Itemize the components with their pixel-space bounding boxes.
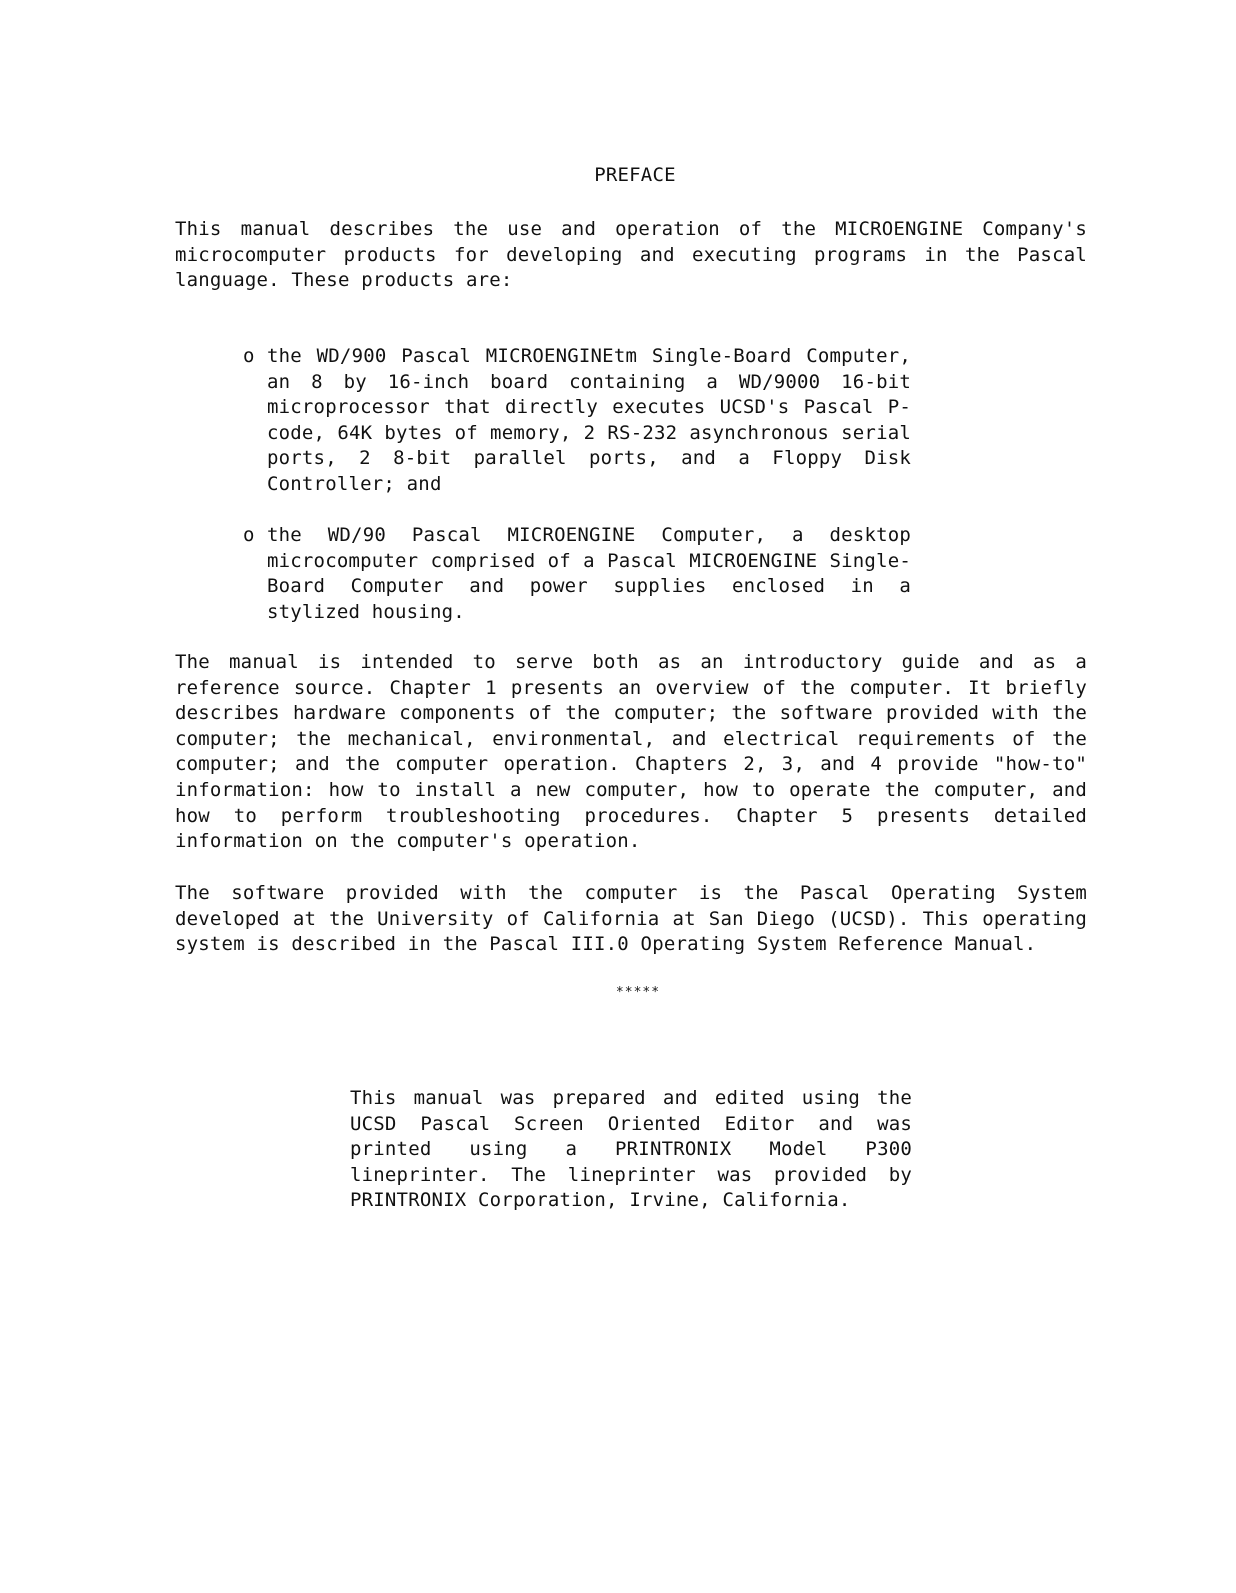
- product-description: the WD/90 Pascal MICROENGINE Computer, a desktop microcomputer comprised of a Pascal MICROENGINE Single-Board Computer and power supplies enclosed in a stylized housing.: [267, 524, 911, 623]
- purpose-paragraph: The manual is intended to serve both as an introductory guide and as a reference source. Chapter 1 presents an overview of the computer. It briefly describes hardware components of the computer; the software provided with the computer; the mechanical, environmental, and electrical requirements of the computer; and the computer operation. Chapters 2, 3, and 4 provide "how-to" information: how to install a new computer, how to operate the computer, and how to perform troubleshooting procedures. Chapter 5 presents detailed information on the computer's operation.: [175, 651, 1087, 853]
- section-separator: *****: [615, 985, 661, 1000]
- product-list-item: [243, 523, 911, 625]
- bullet-marker: o: [243, 524, 255, 546]
- software-paragraph: The software provided with the computer is the Pascal Operating System developed at the University of California at San Diego (UCSD). This operating system is described in the Pascal III.0 Operating System Reference Manual.: [175, 882, 1087, 956]
- bullet-marker: o: [243, 345, 255, 367]
- product-description: the WD/900 Pascal MICROENGINEtm Single-Board Computer, an 8 by 16-inch board containing a WD/9000 16-bit microprocessor that directly executes UCSD's Pascal P-code, 64K bytes of memory, 2 RS-232 asynchronous serial ports, 2 8-bit parallel ports, and a Floppy Disk Controller; and: [267, 345, 911, 495]
- production-note: This manual was prepared and edited using the UCSD Pascal Screen Oriented Editor and was printed using a PRINTRONIX Model P300 lineprinter. The lineprinter was provided by PRINTRONIX Corporation, Irvine, California.: [350, 1087, 912, 1212]
- page-title: PREFACE: [594, 164, 676, 186]
- product-list-item: [243, 344, 911, 498]
- intro-paragraph: This manual describes the use and operation of the MICROENGINE Company's microcomputer products for developing and executing programs in the Pascal language. These products are:: [175, 218, 1087, 292]
